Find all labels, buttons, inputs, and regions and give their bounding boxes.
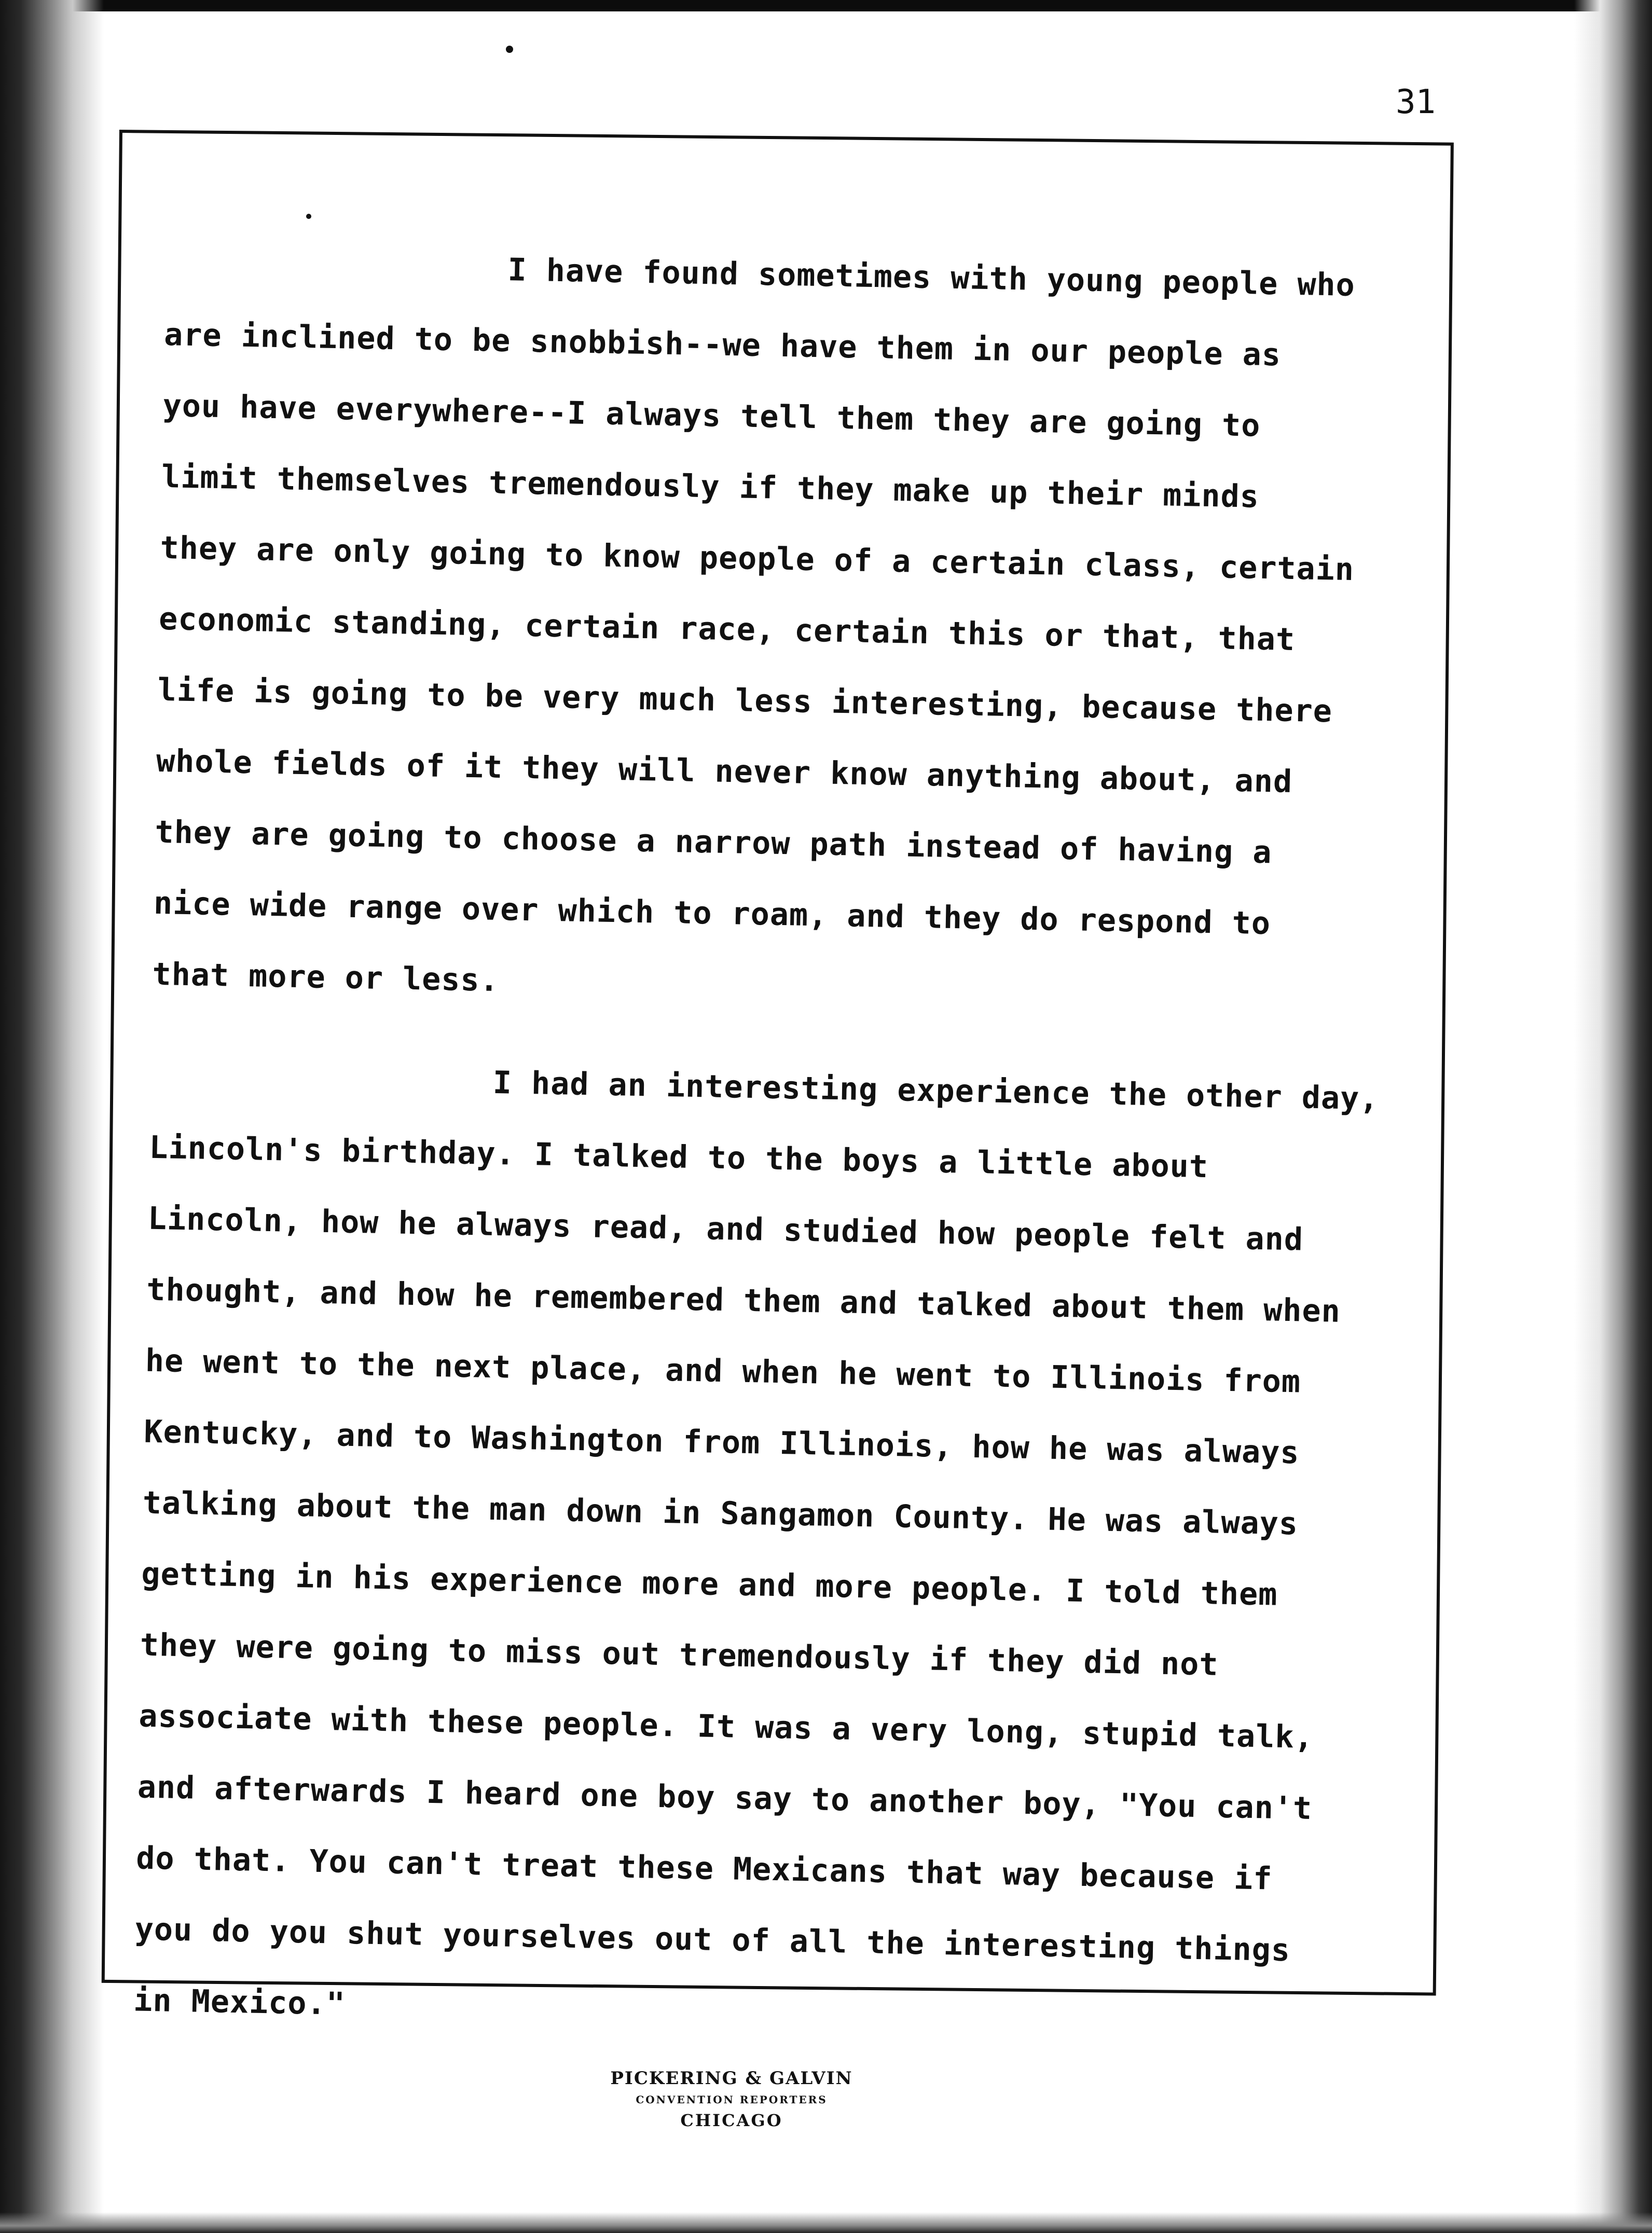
scan-speck	[506, 46, 513, 53]
text-line: life is going to be very much less interesting, because there	[157, 671, 1333, 730]
scan-edge-right	[1574, 0, 1652, 2233]
scan-edge-left	[0, 0, 104, 2233]
text-line: I had an interesting experience the other day,	[492, 1064, 1379, 1118]
paragraph	[133, 1041, 1438, 2060]
text-line: Lincoln's birthday. I talked to the boys a little about	[148, 1129, 1209, 1186]
text-line: associate with these people. It was a very long, stupid talk,	[138, 1698, 1314, 1756]
paragraph	[152, 228, 1452, 1033]
text-line: that more or less.	[152, 956, 500, 999]
text-line: they were going to miss out tremendously if they did not	[140, 1626, 1219, 1683]
page-number: 31	[1396, 83, 1436, 121]
text-line: I have found sometimes with young people who	[507, 252, 1356, 304]
text-line: you do you shut yourselves out of all the interesting things	[134, 1911, 1291, 1969]
text-line: thought, and how he remembered them and talked about them when	[146, 1271, 1341, 1330]
transcript-body	[133, 228, 1452, 2060]
firm-subtitle: CONVENTION REPORTERS	[636, 2093, 828, 2106]
text-line: do that. You can't treat these Mexicans that way because if	[135, 1840, 1273, 1897]
firm-city: CHICAGO	[680, 2111, 783, 2130]
scan-edge-top	[0, 0, 1652, 11]
text-line: they are going to choose a narrow path instead of having a	[155, 814, 1273, 871]
text-line: nice wide range over which to roam, and they do respond to	[153, 885, 1271, 942]
text-line: Lincoln, how he always read, and studied how people felt and	[147, 1200, 1304, 1258]
text-line: whole fields of it they will never know anything about, and	[156, 742, 1293, 800]
text-line: are inclined to be snobbish--we have them in our people as	[163, 316, 1282, 374]
text-line: they are only going to know people of a certain class, certain	[160, 529, 1355, 588]
text-line: Kentucky, and to Washington from Illinois, how he was always	[143, 1413, 1300, 1471]
text-line: and afterwards I heard one boy say to another boy, "You can't	[137, 1769, 1313, 1827]
text-line: talking about the man down in Sangamon County. He was always	[142, 1484, 1299, 1542]
reporter-footer	[571, 2067, 892, 2131]
firm-name: PICKERING & GALVIN	[610, 2068, 853, 2089]
text-line: getting in his experience more and more people. I told them	[141, 1555, 1278, 1613]
text-line: in Mexico."	[133, 1982, 346, 2022]
text-line: economic standing, certain race, certain this or that, that	[158, 600, 1296, 658]
text-line: you have everywhere--I always tell them they are going to	[162, 387, 1261, 444]
scan-edge-bottom	[0, 2212, 1652, 2233]
text-line: he went to the next place, and when he went to Illinois from	[145, 1342, 1301, 1400]
text-line: limit themselves tremendously if they make up their minds	[161, 458, 1260, 515]
